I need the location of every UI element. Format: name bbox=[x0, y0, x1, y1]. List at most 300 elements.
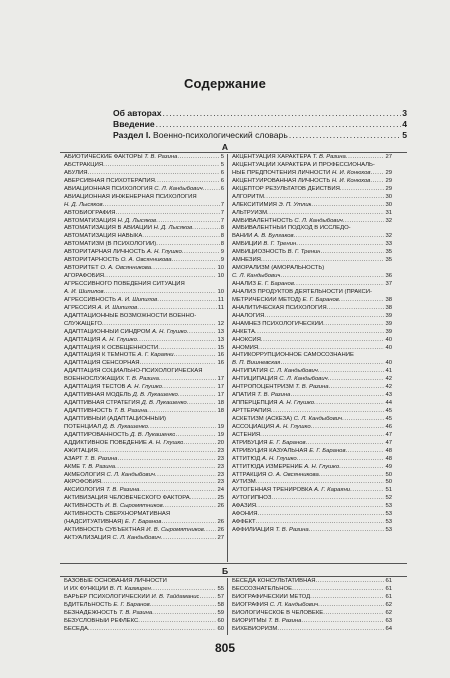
entry-author: Т. В. Разина bbox=[84, 455, 118, 462]
entry-row bbox=[64, 503, 224, 511]
section-a-column-divider bbox=[227, 154, 228, 562]
entry-term: АДАПТАЦИОННЫЙ СИНДРОМ bbox=[64, 328, 151, 335]
entry-term: БДИТЕЛЬНОСТЬ bbox=[64, 601, 112, 608]
entry-term: АКТИВНОСТЬ СУБЪЕКТНАЯ bbox=[64, 527, 145, 534]
entry-text bbox=[232, 368, 318, 376]
entry-page: 59 bbox=[217, 609, 224, 616]
entry-row bbox=[232, 218, 392, 226]
entry-row bbox=[64, 273, 224, 281]
entry-page: 12 bbox=[217, 320, 224, 327]
entry-term: АВИАЦИОННАЯ ПСИХОЛОГИЯ bbox=[64, 185, 153, 192]
entry-row bbox=[232, 400, 392, 408]
entry-term: АТТИТЮД bbox=[232, 455, 261, 462]
entry-page: 7 bbox=[220, 217, 224, 224]
entry-row bbox=[64, 626, 224, 634]
entry-term: БАЗОВЫЕ ОСНОВАНИЯ ЛИЧНОСТИ bbox=[64, 578, 167, 584]
entry-term: АПАТИЯ bbox=[232, 392, 256, 399]
entry-row bbox=[232, 162, 392, 170]
entry-row bbox=[64, 178, 224, 186]
dot-leader bbox=[182, 249, 220, 257]
entry-text bbox=[64, 210, 115, 218]
entry-author: О. А. Овсянникова bbox=[120, 257, 172, 264]
entry-term: БИХЕВИОРИЗМ bbox=[232, 625, 278, 632]
entry-text bbox=[64, 154, 177, 162]
entry-text bbox=[232, 352, 354, 360]
entry-text bbox=[64, 456, 117, 464]
entry-term: МЕТРИЧЕСКИЙ МЕТОД) bbox=[232, 296, 301, 303]
dot-leader bbox=[316, 578, 385, 586]
entry-text bbox=[232, 578, 316, 586]
entry-page: 61 bbox=[385, 585, 392, 592]
entry-row bbox=[232, 170, 392, 178]
entry-author: Д. В. Лукашенко bbox=[141, 400, 187, 407]
entry-term: АНОКСИЯ bbox=[232, 336, 261, 343]
entry-author: Т. В. Разина bbox=[268, 617, 302, 624]
entry-row bbox=[232, 202, 392, 210]
entry-page: 10 bbox=[217, 288, 224, 295]
toc-row-section-1 bbox=[113, 130, 407, 141]
dot-leader bbox=[156, 218, 220, 226]
entry-text bbox=[232, 618, 301, 626]
section-b-top-rule bbox=[60, 576, 407, 577]
entry-author: Т. В. Разина bbox=[295, 384, 329, 391]
entry-text bbox=[232, 392, 290, 400]
entry-row bbox=[232, 194, 392, 202]
entry-author: А. И. Шипилов bbox=[117, 296, 158, 303]
entry-term: АНАЛИТИЧЕСКАЯ ПСИХОЛОГИЯ bbox=[232, 304, 327, 311]
entry-page: 18 bbox=[217, 408, 224, 414]
entry-text bbox=[64, 511, 170, 519]
entry-page: 37 bbox=[385, 281, 392, 287]
entry-page: 33 bbox=[385, 241, 392, 248]
entry-page: 13 bbox=[217, 328, 224, 335]
entry-row bbox=[64, 440, 224, 448]
entry-term: АТРИБУЦИЯ КАЗУАЛЬНАЯ bbox=[232, 447, 308, 454]
dot-leader bbox=[311, 202, 384, 210]
entry-page: 47 bbox=[385, 431, 392, 438]
entry-term: (НАДСИТУАТИВНАЯ) bbox=[64, 519, 124, 526]
entry-page: 51 bbox=[385, 487, 392, 494]
entry-row bbox=[64, 400, 224, 408]
entry-row bbox=[64, 432, 224, 440]
entry-term: АУТИЗМ bbox=[232, 479, 256, 486]
entry-text bbox=[232, 249, 320, 257]
entry-text bbox=[232, 464, 339, 472]
entry-row bbox=[64, 368, 224, 376]
entry-text bbox=[64, 448, 98, 456]
entry-row bbox=[232, 345, 392, 353]
dot-leader bbox=[140, 360, 217, 368]
entry-text bbox=[64, 594, 199, 602]
entry-text bbox=[64, 345, 158, 353]
dot-leader bbox=[258, 511, 385, 519]
entry-row bbox=[64, 257, 224, 265]
dot-leader bbox=[150, 602, 217, 610]
entry-author: А. Н. Глушко bbox=[275, 423, 311, 430]
entry-page: 38 bbox=[385, 296, 392, 303]
entry-text bbox=[232, 594, 310, 602]
entry-page: 17 bbox=[217, 376, 224, 383]
entry-page: 48 bbox=[385, 455, 392, 462]
entry-page: 45 bbox=[385, 415, 392, 422]
entry-text bbox=[64, 265, 151, 273]
dot-leader bbox=[137, 337, 217, 345]
dot-leader bbox=[294, 281, 385, 289]
dot-leader bbox=[115, 464, 216, 472]
entry-author: В. Г. Тренин bbox=[287, 249, 321, 256]
entry-text bbox=[64, 352, 174, 360]
entry-page: 53 bbox=[385, 527, 392, 534]
entry-row bbox=[232, 384, 392, 392]
entry-author: С. Л. Кандыбович bbox=[232, 273, 281, 280]
dot-leader bbox=[174, 352, 217, 360]
entry-row bbox=[232, 487, 392, 495]
entry-author: Т. В. Разина bbox=[312, 154, 346, 160]
entry-row bbox=[232, 495, 392, 503]
entry-text bbox=[64, 416, 166, 424]
entry-author: Н. И. Конюхов bbox=[332, 169, 371, 176]
entry-text bbox=[232, 503, 256, 511]
entry-row bbox=[232, 408, 392, 416]
entry-term: АКТИВНОСТЬ СВЕРХНОРМАТИВНАЯ bbox=[64, 511, 171, 518]
entry-term: АВТОРИТАРНАЯ ЛИЧНОСТЬ bbox=[64, 249, 146, 256]
entry-term: АФФИЛИАЦИЯ bbox=[232, 527, 274, 534]
entry-author: С. Л. Кандыбович bbox=[269, 368, 318, 375]
entry-author: Д. В. Лукашенко bbox=[132, 392, 178, 399]
entry-text bbox=[232, 257, 261, 265]
entry-term: АДАПТАЦИОННЫЕ ВОЗМОЖНОСТИ ВОЕННО- bbox=[64, 312, 197, 319]
entry-row bbox=[232, 154, 392, 162]
entry-term: АКТИВИЗАЦИЯ ЧЕЛОВЕЧЕСКОГО ФАКТОРА bbox=[64, 495, 190, 502]
entry-term: АДАПТАЦИЯ ТЕСТОВ bbox=[64, 384, 126, 391]
entry-term: АДАПТАЦИЯ СЕНСОРНАЯ bbox=[64, 360, 140, 367]
entry-row bbox=[232, 578, 392, 586]
dot-leader bbox=[155, 472, 217, 480]
entry-page: 61 bbox=[385, 578, 392, 584]
entry-term: БИОРИТМЫ bbox=[232, 617, 267, 624]
entry-author: А. Г. Караяни bbox=[137, 352, 174, 359]
entry-row bbox=[64, 519, 224, 527]
entry-text bbox=[64, 519, 161, 527]
entry-text bbox=[64, 360, 140, 368]
entry-term: АГОРАФОБИЯ bbox=[64, 273, 105, 280]
entry-text bbox=[232, 273, 280, 281]
entry-author: Н. Д. Лысяков bbox=[117, 217, 157, 224]
entry-row bbox=[232, 233, 392, 241]
entry-row bbox=[64, 384, 224, 392]
main-toc bbox=[113, 108, 407, 141]
entry-row bbox=[64, 210, 224, 218]
dot-leader bbox=[318, 368, 385, 376]
entry-row bbox=[232, 618, 392, 626]
page-title: Содержание bbox=[183, 76, 267, 91]
dot-leader bbox=[271, 408, 385, 416]
section-letter-a: А bbox=[221, 142, 229, 152]
entry-row bbox=[232, 210, 392, 218]
entry-page: 8 bbox=[220, 233, 224, 240]
entry-text bbox=[64, 218, 156, 226]
entry-row bbox=[232, 313, 392, 321]
entry-author: А. Н. Глушко bbox=[146, 249, 182, 256]
entry-row bbox=[64, 586, 224, 594]
entry-text bbox=[64, 225, 192, 233]
entry-term: АКЦЕПТОР РЕЗУЛЬТАТОВ ДЕЙСТВИЯ bbox=[232, 185, 340, 192]
entry-page: 24 bbox=[217, 487, 224, 494]
dot-leader bbox=[156, 241, 219, 249]
dot-leader bbox=[346, 448, 385, 456]
entry-row bbox=[64, 479, 224, 487]
entry-author: С. Л. Кандыбович bbox=[112, 535, 161, 541]
entry-term: АТТИТЮДА ИЗМЕРЕНИЕ bbox=[232, 463, 303, 470]
entry-row bbox=[232, 456, 392, 464]
entry-row bbox=[232, 376, 392, 384]
entry-row bbox=[64, 186, 224, 194]
entry-term: АРТТЕРАПИЯ bbox=[232, 408, 271, 414]
entry-term: АТТРАКЦИЯ bbox=[232, 471, 267, 478]
entry-term: АНАЛОГИЯ bbox=[232, 312, 265, 319]
entry-term: АГРЕССИВНОГО ПОВЕДЕНИЯ СИТУАЦИЯ bbox=[64, 281, 185, 287]
entry-author: Т. В. Разина bbox=[106, 487, 140, 494]
entry-row bbox=[232, 265, 392, 273]
dot-leader bbox=[328, 376, 385, 384]
entry-author: Т. В. Разина bbox=[81, 463, 116, 470]
entry-text bbox=[64, 249, 182, 257]
entry-text bbox=[64, 503, 163, 511]
entry-text bbox=[232, 495, 271, 503]
dot-leader bbox=[88, 170, 220, 178]
entry-text bbox=[232, 519, 256, 527]
entry-term: АГРЕССИЯ bbox=[64, 304, 96, 311]
entry-term: АБИОТИЧЕСКИЕ ФАКТОРЫ bbox=[64, 154, 143, 160]
entry-page: 23 bbox=[217, 463, 224, 470]
entry-row bbox=[232, 519, 392, 527]
entry-text bbox=[64, 321, 102, 329]
entry-author: Д. В. Лукашенко bbox=[102, 423, 148, 430]
entry-term: БЕССОЗНАТЕЛЬНОЕ bbox=[232, 585, 293, 592]
entry-text bbox=[232, 448, 346, 456]
dot-leader bbox=[142, 233, 219, 241]
entry-row bbox=[64, 408, 224, 416]
section-letter-b: Б bbox=[221, 566, 229, 576]
entry-page: 20 bbox=[217, 439, 224, 446]
entry-page: 6 bbox=[220, 177, 224, 184]
dot-leader bbox=[161, 519, 216, 527]
entry-page: 8 bbox=[220, 225, 224, 232]
entry-text bbox=[232, 456, 297, 464]
entry-text bbox=[232, 233, 294, 241]
entry-text bbox=[64, 384, 162, 392]
dot-leader bbox=[290, 392, 384, 400]
entry-row bbox=[64, 464, 224, 472]
dot-leader bbox=[292, 586, 384, 594]
entry-page: 36 bbox=[385, 273, 392, 280]
dot-leader bbox=[101, 479, 216, 487]
entry-row bbox=[232, 527, 392, 535]
entry-page: 48 bbox=[385, 447, 392, 454]
entry-page: 58 bbox=[217, 601, 224, 608]
entry-page: 10 bbox=[217, 265, 224, 272]
entry-page: 17 bbox=[217, 384, 224, 391]
entry-page: 60 bbox=[217, 617, 224, 624]
entry-author: Т. В. Разина bbox=[118, 609, 153, 616]
entry-term: БИОЛОГИЧЕСКОЕ В ЧЕЛОВЕКЕ bbox=[232, 609, 324, 616]
dot-leader bbox=[296, 241, 384, 249]
entry-term: СЛУЖАЩЕГО bbox=[64, 320, 102, 327]
entry-page: 63 bbox=[385, 617, 392, 624]
entry-term: АСТЕНИЯ bbox=[232, 431, 261, 438]
entry-term: НЫЕ ПРЕДПОЧТЕНИЯ ЛИЧНОСТИ bbox=[232, 169, 331, 176]
entry-term: АЛЬТРУИЗМ bbox=[232, 209, 268, 216]
entry-page: 30 bbox=[385, 193, 392, 200]
dot-leader bbox=[103, 162, 220, 170]
entry-text bbox=[232, 416, 342, 424]
entry-page: 16 bbox=[217, 360, 224, 367]
entry-row bbox=[232, 479, 392, 487]
entry-term: АФАЗИЯ bbox=[232, 503, 256, 510]
dot-leader bbox=[187, 329, 217, 337]
dot-leader bbox=[339, 464, 384, 472]
dot-leader bbox=[117, 456, 216, 464]
entry-author: Д. В. Лукашенко bbox=[130, 431, 176, 438]
toc-row-about-authors bbox=[113, 108, 407, 119]
entry-text bbox=[64, 289, 104, 297]
entry-row bbox=[64, 610, 224, 618]
entry-author: В. Г. Тренин bbox=[263, 241, 297, 248]
entry-row bbox=[64, 376, 224, 384]
entry-author: С. Л. Кандыбович bbox=[106, 471, 155, 478]
entry-term: АФФЕКТ bbox=[232, 519, 256, 526]
entry-author: А. Н. Глушко bbox=[261, 455, 297, 462]
entry-term: АГРЕССИВНОСТЬ bbox=[64, 296, 117, 303]
entry-text bbox=[64, 178, 155, 186]
entry-author: И. В. Тайдаманис bbox=[151, 593, 200, 600]
entry-row bbox=[232, 602, 392, 610]
entry-term: АНАЛИЗ ПРОДУКТОВ ДЕЯТЕЛЬНОСТИ (ПРАКСИ- bbox=[232, 288, 372, 295]
entry-text bbox=[232, 626, 277, 634]
entry-term: И ИХ ФУНКЦИИ bbox=[64, 585, 109, 592]
entry-author: С. Л. Кандыбович bbox=[279, 376, 328, 383]
entry-term: АВТОМАТИЗМ (В ПСИХОЛОГИИ) bbox=[64, 241, 157, 248]
entry-row bbox=[64, 225, 224, 233]
dot-leader bbox=[289, 130, 401, 141]
entry-text bbox=[64, 495, 190, 503]
entry-page: 62 bbox=[385, 601, 392, 608]
entry-page: 9 bbox=[220, 249, 224, 256]
entry-text bbox=[232, 337, 261, 345]
entry-text bbox=[232, 511, 258, 519]
entry-author: С. Л. Кандыбович bbox=[294, 217, 343, 224]
dot-leader bbox=[104, 273, 216, 281]
entry-page: 5 bbox=[220, 161, 224, 168]
entry-page: 27 bbox=[217, 535, 224, 541]
entry-row bbox=[232, 416, 392, 424]
dot-leader bbox=[310, 594, 384, 602]
dot-leader bbox=[314, 400, 384, 408]
entry-row bbox=[232, 241, 392, 249]
entry-page: 30 bbox=[385, 201, 392, 208]
entry-author: А. Н. Глушко bbox=[127, 384, 162, 391]
entry-row bbox=[232, 424, 392, 432]
entry-term: АНТИЦИПАЦИЯ bbox=[232, 376, 278, 383]
entry-row bbox=[232, 225, 392, 233]
entry-term: АКРОФОБИЯ bbox=[64, 479, 102, 486]
entry-author: С. Л. Кандыбович bbox=[269, 601, 319, 608]
entry-author: Н. Д. Лысяков bbox=[64, 201, 103, 208]
toc-row-introduction bbox=[113, 119, 407, 130]
entry-text bbox=[64, 186, 203, 194]
entry-term: ВАНИИ bbox=[232, 233, 253, 240]
entry-row bbox=[232, 257, 392, 265]
entry-row bbox=[64, 162, 224, 170]
entry-row bbox=[64, 321, 224, 329]
entry-row bbox=[232, 594, 392, 602]
dot-leader bbox=[175, 432, 216, 440]
entry-row bbox=[232, 297, 392, 305]
dot-leader bbox=[199, 594, 216, 602]
entry-row bbox=[232, 472, 392, 480]
entry-page: 57 bbox=[217, 593, 224, 600]
entry-row bbox=[64, 527, 224, 535]
entry-page: 61 bbox=[385, 593, 392, 600]
entry-author: С. Л. Кандыбович bbox=[293, 415, 343, 422]
entry-term: БЕЗУСЛОВНЫЙ РЕФЛЕКС bbox=[64, 617, 139, 624]
entry-page: 9 bbox=[220, 257, 224, 264]
entry-page: 43 bbox=[385, 392, 392, 399]
entry-term: АЛГОРИТМ bbox=[232, 193, 265, 200]
entry-page: 18 bbox=[217, 400, 224, 407]
entry-text bbox=[232, 281, 294, 289]
entry-term: АКМЕ bbox=[64, 463, 81, 470]
entry-row bbox=[64, 170, 224, 178]
toc-page: 3 bbox=[402, 108, 407, 118]
toc-title-rest: Военно-психологический словарь bbox=[153, 130, 288, 140]
entry-page: 39 bbox=[385, 320, 392, 327]
entry-text bbox=[232, 479, 256, 487]
entry-text bbox=[232, 487, 350, 495]
entry-author: А. Н. Глушко bbox=[102, 336, 137, 343]
dot-leader bbox=[203, 186, 220, 194]
entry-row bbox=[232, 503, 392, 511]
entry-text bbox=[232, 586, 292, 594]
dot-leader bbox=[342, 416, 384, 424]
entry-term: АССОЦИАЦИЯ bbox=[232, 423, 275, 430]
entry-term: АКТУАЛИЗАЦИЯ bbox=[64, 535, 111, 541]
entry-author: Т. В. Разина bbox=[144, 154, 178, 160]
entry-page: 17 bbox=[217, 392, 224, 399]
entry-row bbox=[64, 416, 224, 424]
entry-author: А. Н. Глушко bbox=[151, 328, 187, 335]
entry-page: 26 bbox=[217, 527, 224, 534]
entry-term: АВТОМАТИЗАЦИЯ НАВЫКА bbox=[64, 233, 143, 240]
entry-page: 32 bbox=[385, 233, 392, 240]
entry-row bbox=[64, 360, 224, 368]
entry-text bbox=[64, 281, 185, 289]
entry-page: 7 bbox=[220, 201, 224, 208]
entry-page: 35 bbox=[385, 249, 392, 256]
entry-term: АКМЕОЛОГИЯ bbox=[64, 471, 105, 478]
dot-leader bbox=[280, 360, 384, 368]
dot-leader bbox=[152, 610, 216, 618]
entry-row bbox=[64, 305, 224, 313]
dot-leader bbox=[163, 503, 217, 511]
entry-row bbox=[64, 456, 224, 464]
dot-leader bbox=[320, 249, 384, 257]
entry-row bbox=[232, 432, 392, 440]
entry-row bbox=[64, 448, 224, 456]
entry-page: 26 bbox=[217, 503, 224, 510]
dot-leader bbox=[103, 202, 220, 210]
entry-text bbox=[232, 194, 264, 202]
